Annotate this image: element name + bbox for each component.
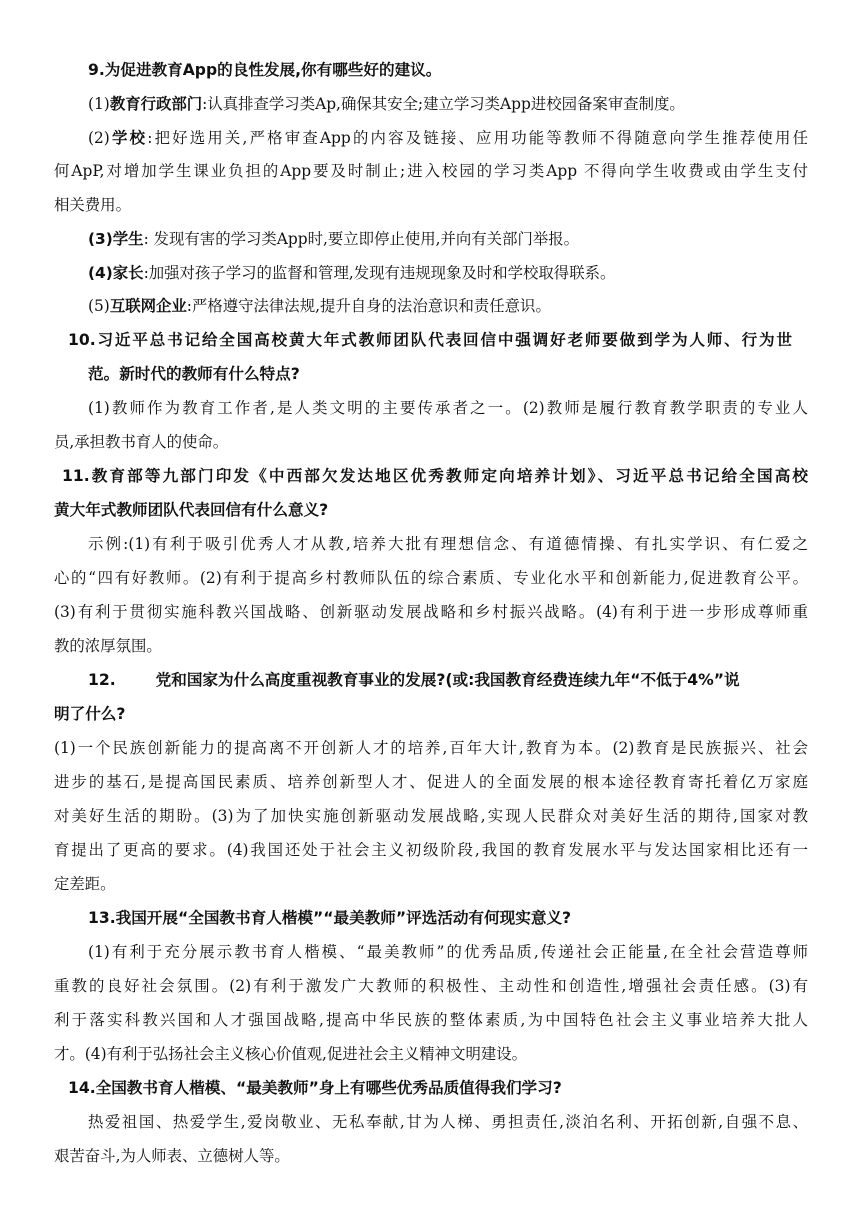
question-12-title: 12. 党和国家为什么高度重视教育事业的发展?(或:我国教育经费连续九年“不低于4%”说	[88, 671, 740, 689]
q9-item-2: (2)学校:把好选用关,严格审查App的内容及链接、应用功能等教师不得随意向学生推荐使用任	[88, 129, 808, 147]
q10-answer-line-1: (1)教师作为教育工作者,是人类文明的主要传承者之一。(2)教师是履行教育教学职责的专业人	[88, 399, 808, 417]
q9-item-4-label: 家长	[112, 264, 144, 282]
question-10-title-line-2: 范。新时代的教师有什么特点?	[88, 365, 300, 383]
q9-item-2-line-2: 何ApP,对增加学生课业负担的App要及时制止;进入校园的学习类App 不得向学生收费或由学生支付	[54, 162, 808, 180]
question-11-title-line-2: 黄大年式教师团队代表回信有什么意义?	[54, 501, 329, 519]
q10-answer-line-2: 员,承担教书育人的使命。	[54, 433, 229, 451]
q11-answer-line-1: 示例:(1)有利于吸引优秀人才从教,培养大批有理想信念、有道德情操、有扎实学识、有仁爱之	[88, 535, 808, 553]
q11-answer-line-4: 教的浓厚氛围。	[54, 637, 162, 655]
q14-answer-line-1: 热爱祖国、热爱学生,爱岗敬业、无私奉献,甘为人梯、勇担责任,淡泊名利、开拓创新,自强不息、	[88, 1113, 808, 1131]
q9-item-2-label: 学校	[109, 129, 148, 147]
q9-item-3-label: 学生	[112, 230, 144, 248]
q14-answer-line-2: 艰苦奋斗,为人师表、立德树人等。	[54, 1147, 290, 1165]
q12-answer-line-1: (1)一个民族创新能力的提高离不开创新人才的培养,百年大计,教育为本。(2)教育是民族振兴、社会	[54, 739, 808, 757]
q13-answer-line-4: 才。(4)有利于弘扬社会主义核心价值观,促进社会主义精神文明建设。	[54, 1045, 528, 1063]
q9-item-3: (3)学生: 发现有害的学习类App时,要立即停止使用,并向有关部门举报。	[88, 230, 580, 248]
q12-answer-line-2: 进步的基石,是提高国民素质、培养创新型人才、促进人的全面发展的根本途径教育寄托着亿万家庭	[54, 773, 808, 791]
question-11-title: 11.教育部等九部门印发《中西部欠发达地区优秀教师定向培养计划》、习近平总书记给全国高校	[62, 467, 808, 485]
q11-answer-line-3: (3)有利于贯彻实施科教兴国战略、创新驱动发展战略和乡村振兴战略。(4)有利于进一步形成尊师重	[54, 603, 808, 621]
question-10-title: 10.习近平总书记给全国高校黄大年式教师团队代表回信中强调好老师要做到学为人师、行为世	[68, 331, 792, 349]
q12-answer-line-4: 育提出了更高的要求。(4)我国还处于社会主义初级阶段,我国的教育发展水平与发达国家相比还有一	[54, 841, 808, 859]
q9-item-2-line-3: 相关费用。	[54, 196, 131, 214]
q9-item-4: (4)家长:加强对孩子学习的监督和管理,发现有违规现象及时和学校取得联系。	[88, 264, 616, 282]
q12-answer-line-3: 对美好生活的期盼。(3)为了加快实施创新驱动发展战略,实现人民群众对美好生活的期待,国家对教	[54, 807, 808, 825]
q13-answer-line-2: 重教的良好社会氛围。(2)有利于激发广大教师的积极性、主动性和创造性,增强社会责任感。(3)有	[54, 977, 808, 995]
q11-answer-line-2: 心的“四有好教师。(2)有利于提高乡村教师队伍的综合素质、专业化水平和创新能力,促进教育公平。	[54, 569, 808, 587]
question-12-title-line-2: 明了什么?	[54, 705, 126, 723]
q12-answer-line-5: 定差距。	[54, 875, 116, 893]
question-13-title: 13.我国开展“全国教书育人楷模”“最美教师”评选活动有何现实意义?	[88, 909, 572, 927]
q9-item-1: (1)教育行政部门:认真排查学习类Ap,确保其安全;建立学习类App进校园备案审查制度。	[88, 95, 685, 113]
question-9-title: 9.为促进教育App的良性发展,你有哪些好的建议。	[88, 61, 442, 79]
question-12-number: 12.	[88, 671, 116, 689]
q13-answer-line-3: 利于落实科教兴国和人才强国战略,提高中华民族的整体素质,为中国特色社会主义事业培养大批人	[54, 1011, 808, 1029]
question-14-title: 14.全国教书育人楷模、“最美教师”身上有哪些优秀品质值得我们学习?	[68, 1079, 562, 1097]
q13-answer-line-1: (1)有利于充分展示教书育人楷模、“最美教师”的优秀品质,传递社会正能量,在全社会营造尊师	[88, 943, 808, 961]
q9-item-5-label: 互联网企业	[109, 297, 187, 315]
q9-item-5: (5)互联网企业:严格遵守法律法规,提升自身的法治意识和责任意识。	[88, 297, 551, 315]
q9-item-1-label: 教育行政部门	[109, 95, 203, 113]
